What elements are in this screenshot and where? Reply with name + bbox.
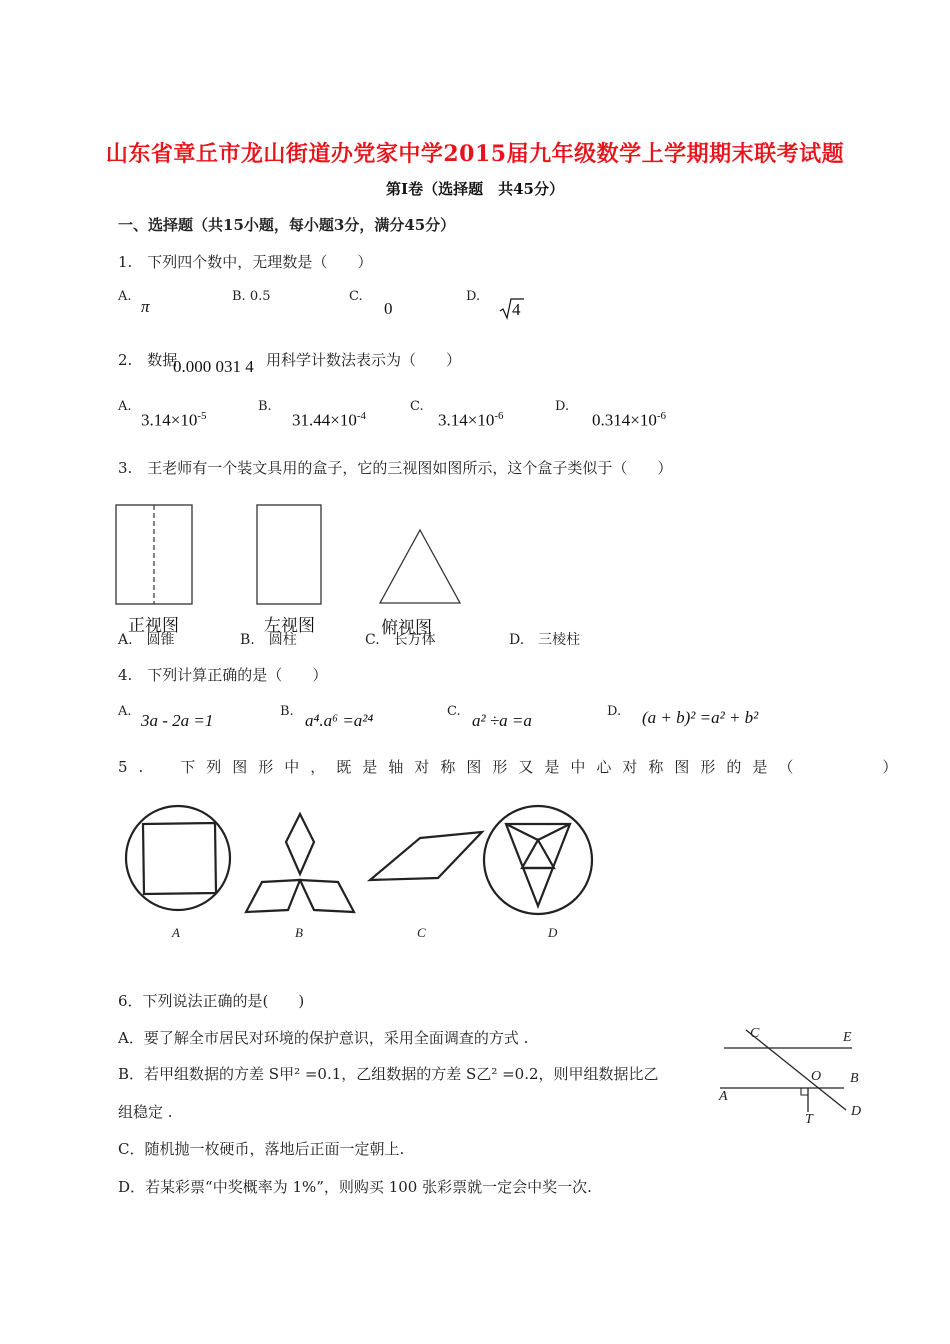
figure-c (370, 832, 482, 880)
q6-option-c: C．随机抛一枚硬币，落地后正面一定朝上. (118, 1140, 405, 1158)
q1-option-d-label: D. (466, 289, 481, 304)
q2-stem-post: 用科学计数法表示为（ ） (266, 351, 462, 369)
figure-b (246, 814, 354, 912)
q4-option-b-label: B. (280, 704, 294, 719)
q1-option-b: B. 0.5 (232, 289, 271, 304)
point-a-label: A (719, 1089, 728, 1104)
q3-option-b: B. 圆柱 (240, 632, 297, 648)
front-view-label: 正视图 (128, 616, 179, 635)
q1-option-c-value: 0 (384, 299, 393, 318)
section-heading: 一、选择题（共15小题，每小题3分，满分45分） (118, 216, 456, 234)
fig-label-d: D (548, 925, 558, 940)
q2-option-b-label: B. (258, 399, 272, 414)
q4-option-a-expr: 3a - 2a =1 (141, 711, 214, 730)
q2-number: 0.000 031 4 (173, 357, 254, 376)
q1-option-d-value: 4 (512, 300, 521, 319)
q4-option-d-label: D. (607, 704, 622, 719)
q4-option-b-expr: a⁴.a⁶ =a²⁴ (305, 711, 374, 730)
q1-option-c-label: C. (349, 289, 363, 304)
q5-stem: 5. 下列图形中，既是轴对称图形又是中心对称图形的是（ ） (118, 758, 909, 776)
point-b-label: B (850, 1071, 859, 1086)
q3-option-d: D. 三棱柱 (509, 632, 581, 648)
point-t-label: T (805, 1112, 813, 1127)
q2-option-c-label: C. (410, 399, 424, 414)
point-o-label: O (811, 1069, 822, 1084)
top-view-triangle (380, 530, 460, 603)
q3-option-c: C. 长方体 (365, 632, 436, 648)
q2-option-a-label: A. (118, 399, 132, 414)
q6-option-b-line1: B．若甲组数据的方差 S甲² =0.1，乙组数据的方差 S乙² =0.2，则甲组数据比乙 (118, 1065, 659, 1083)
symmetry-figures (118, 800, 608, 950)
q1-option-a-label: A. (118, 289, 132, 304)
q2-stem-pre: 2. 数据 (118, 351, 178, 369)
q4-option-c-label: C. (447, 704, 461, 719)
q3-stem: 3. 王老师有一个装文具用的盒子，它的三视图如图所示，这个盒子类似于（ ） (118, 459, 673, 477)
q1-stem: 1. 下列四个数中，无理数是（ ） (118, 253, 373, 271)
side-view-rect (257, 505, 321, 604)
point-e-label: E (843, 1030, 852, 1045)
q6-option-b-line2: 组稳定 . (118, 1103, 173, 1121)
q6-option-a: A．要了解全市居民对环境的保护意识，采用全面调查的方式 . (118, 1029, 529, 1047)
q4-option-c-expr: a² ÷a =a (472, 711, 532, 730)
fig-label-c: C (417, 925, 426, 940)
part-subtitle: 第Ⅰ卷（选择题 共45分） (386, 180, 564, 198)
side-view-label: 左视图 (264, 616, 315, 635)
figure-a (126, 806, 230, 910)
q1-option-a-value: π (141, 297, 150, 316)
q4-option-a-label: A. (118, 704, 132, 719)
figure-d (484, 806, 592, 914)
point-d-label: D (851, 1104, 862, 1119)
q2-option-b-value: $31.44\times 10^{-4}$ (292, 410, 367, 430)
q3-option-a: A. 圆锥 (118, 632, 175, 648)
q6-stem: 6．下列说法正确的是( ) (118, 992, 305, 1010)
fig-label-b: B (295, 925, 303, 940)
q2-option-d-value: $0.314\times 10^{-6}$ (592, 410, 667, 430)
q4-stem: 4. 下列计算正确的是（ ） (118, 666, 328, 684)
q4-option-d-expr: (a + b)² =a² + b² (642, 708, 759, 727)
q6-option-d: D．若某彩票“中奖概率为 1%”，则购买 100 张彩票就一定会中奖一次. (118, 1178, 592, 1196)
page-title: 山东省章丘市龙山街道办党家中学2015届九年级数学上学期期末联考试题 (105, 141, 845, 167)
q2-option-d-label: D. (555, 399, 570, 414)
point-c-label: C (750, 1026, 760, 1041)
q2-option-a-value: $3.14\times 10^{-5}$ (141, 410, 207, 430)
top-view-label: 俯视图 (381, 618, 432, 637)
q2-option-c-value: $3.14\times 10^{-6}$ (438, 410, 504, 430)
fig-label-a: A (172, 925, 180, 940)
